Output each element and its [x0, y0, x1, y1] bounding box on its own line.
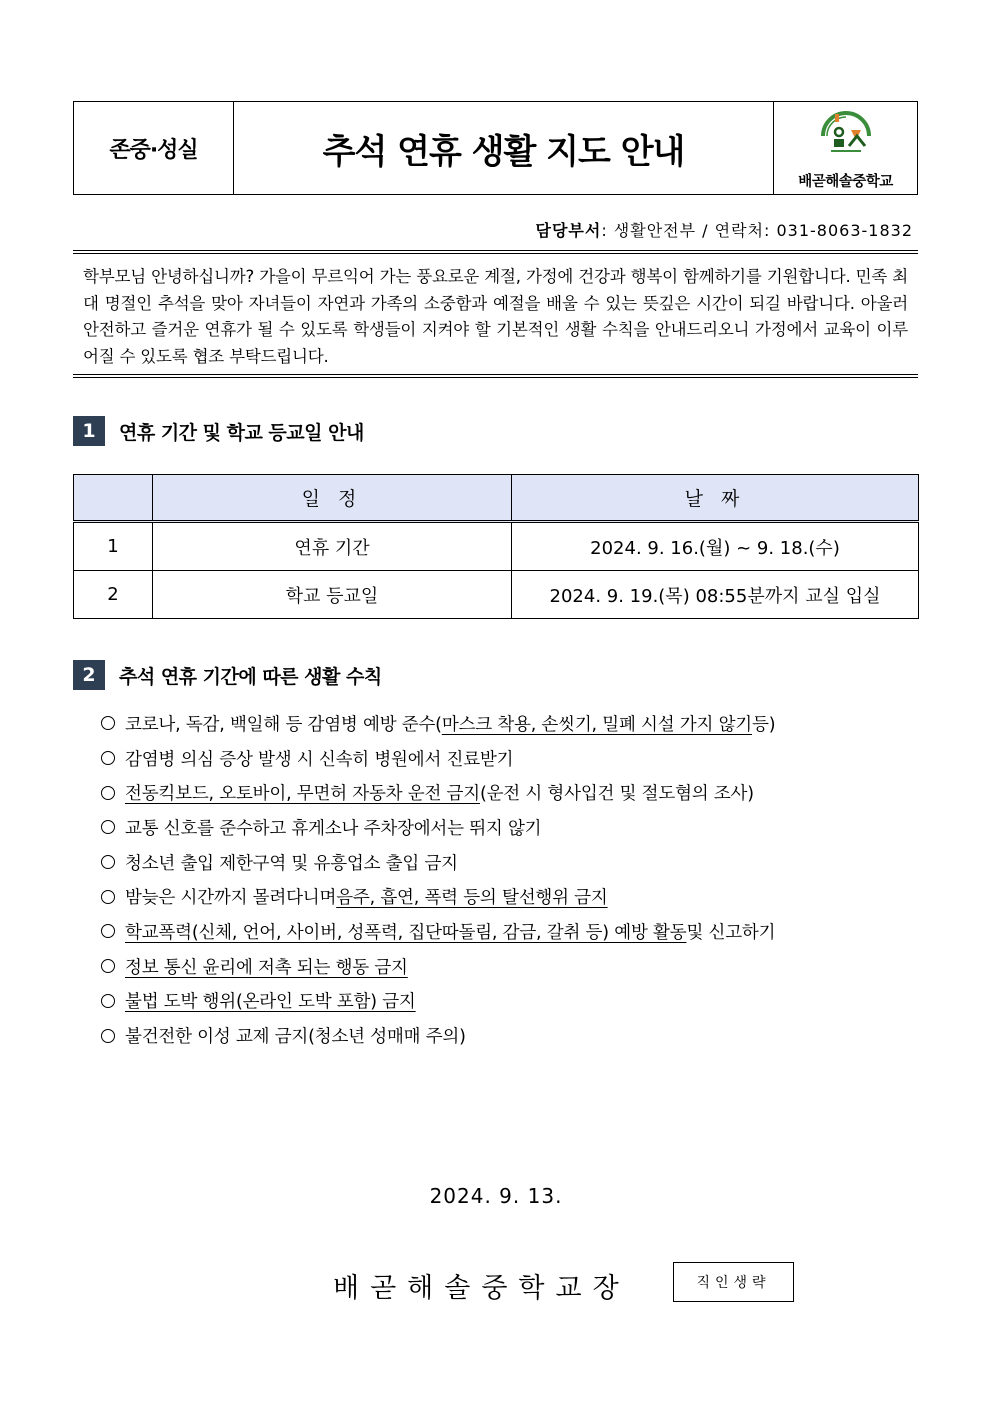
list-item — [97, 706, 775, 741]
circle-bullet-icon — [101, 1029, 115, 1043]
table-cell: 1 — [74, 522, 153, 571]
list-item — [97, 845, 775, 880]
rule-text: 청소년 출입 제한구역 및 유흥업소 출입 금지 — [125, 853, 458, 874]
intro-text: 학부모님 안녕하십니까? 가을이 무르익어 가는 풍요로운 계절, 가정에 건강과 행복이 함께하기를 기원합니다. 민족 최대 명절인 추석을 맞아 자녀들이 자연과 가족의 소중함과 예절을 배울 수 있는 뜻깊은 시간이 되길 바랍니다. 아울러 안전하고 즐거운 연휴가 될 수 있도록 학생들이 지켜야 할 기본적인 생활 수칙을 안내드리오니 가정에서 교육이 이루어질 수 있도록 협조 부탁드립니다. — [83, 267, 908, 366]
circle-bullet-icon — [101, 959, 115, 973]
section-1-number: 1 — [73, 416, 105, 446]
list-item — [97, 810, 775, 845]
table-header-cell — [74, 475, 153, 522]
rule-emphasis: 음주, 흡연, 폭력 등의 탈선행위 금지 — [336, 888, 608, 909]
list-item — [97, 949, 775, 984]
section-1-heading — [73, 416, 364, 446]
table-header-cell: 일 정 — [153, 475, 512, 522]
rule-text: 감염병 의심 증상 발생 시 신속히 병원에서 진료받기 — [125, 749, 514, 770]
table-row — [74, 571, 919, 619]
rules-list — [97, 706, 775, 1053]
rule-emphasis: 학교폭력(신체, 언어, 사이버, 성폭력, 집단따돌림, 감금, 갈취 등) 예방 활동 — [125, 922, 687, 943]
rule-text: 불건전한 이성 교제 금지(청소년 성매매 주의) — [125, 1027, 466, 1048]
official-stamp-box: 직인생략 — [673, 1262, 794, 1302]
rule-text: 교통 신호를 준수하고 휴게소나 주차장에서는 뛰지 않기 — [125, 818, 542, 839]
section-2-heading — [73, 660, 382, 690]
list-item — [97, 1018, 775, 1053]
circle-bullet-icon — [101, 855, 115, 869]
table-cell: 2024. 9. 16.(월) ~ 9. 18.(수) — [512, 522, 919, 571]
list-item — [97, 879, 775, 914]
circle-bullet-icon — [101, 994, 115, 1008]
table-header-row — [74, 475, 919, 522]
rule-emphasis: 불법 도박 행위(온라인 도박 포함) 금지 — [125, 992, 416, 1013]
table-row — [74, 522, 919, 571]
table-header-cell: 날 짜 — [512, 475, 919, 522]
rule-text: 코로나, 독감, 백일해 등 감염병 예방 준수( — [125, 714, 442, 735]
school-logo-icon — [811, 106, 881, 168]
document-header — [73, 101, 918, 195]
circle-bullet-icon — [101, 924, 115, 938]
table-cell: 학교 등교일 — [153, 571, 512, 619]
rule-text: 밤늦은 시간까지 몰려다니며 — [125, 888, 337, 909]
intro-box — [73, 250, 918, 378]
circle-bullet-icon — [101, 890, 115, 904]
document-title: 추석 연휴 생활 지도 안내 — [322, 131, 685, 172]
circle-bullet-icon — [101, 820, 115, 834]
circle-bullet-icon — [101, 786, 115, 800]
section-2-title: 추석 연휴 기간에 따른 생활 수칙 — [119, 665, 382, 688]
circle-bullet-icon — [101, 716, 115, 730]
rule-emphasis: 전동킥보드, 오토바이, 무면허 자동차 운전 금지 — [125, 784, 480, 805]
list-item — [97, 984, 775, 1019]
section-2-number: 2 — [73, 660, 105, 690]
rule-emphasis: 마스크 착용, 손씻기, 밀폐 시설 가지 않기 — [441, 714, 752, 735]
issue-date: 2024. 9. 13. — [429, 1184, 563, 1208]
school-logo-text: 배곧해솔중학교 — [798, 173, 893, 190]
circle-bullet-icon — [101, 751, 115, 765]
dept-label: 담당부서 — [535, 221, 602, 240]
principal-signature-line: 배곧해솔중학교장 — [333, 1273, 630, 1304]
rule-text: 및 신고하기 — [686, 922, 776, 943]
rule-text: 등) — [752, 714, 776, 735]
rule-emphasis: 정보 통신 윤리에 저촉 되는 행동 금지 — [125, 957, 408, 978]
table-cell: 연휴 기간 — [153, 522, 512, 571]
list-item — [97, 775, 775, 810]
contact-info — [535, 218, 913, 241]
school-logo-block — [773, 102, 917, 194]
dept-and-phone: : 생활안전부 / 연락처: 031-8063-1832 — [601, 221, 913, 240]
school-motto: 존중·성실 — [74, 102, 234, 194]
table-cell: 2024. 9. 19.(목) 08:55분까지 교실 입실 — [512, 571, 919, 619]
table-cell: 2 — [74, 571, 153, 619]
list-item — [97, 741, 775, 776]
schedule-table — [73, 474, 919, 619]
rule-text: (운전 시 형사입건 및 절도혐의 조사) — [479, 784, 754, 805]
section-1-title: 연휴 기간 및 학교 등교일 안내 — [119, 421, 364, 444]
list-item — [97, 914, 775, 949]
